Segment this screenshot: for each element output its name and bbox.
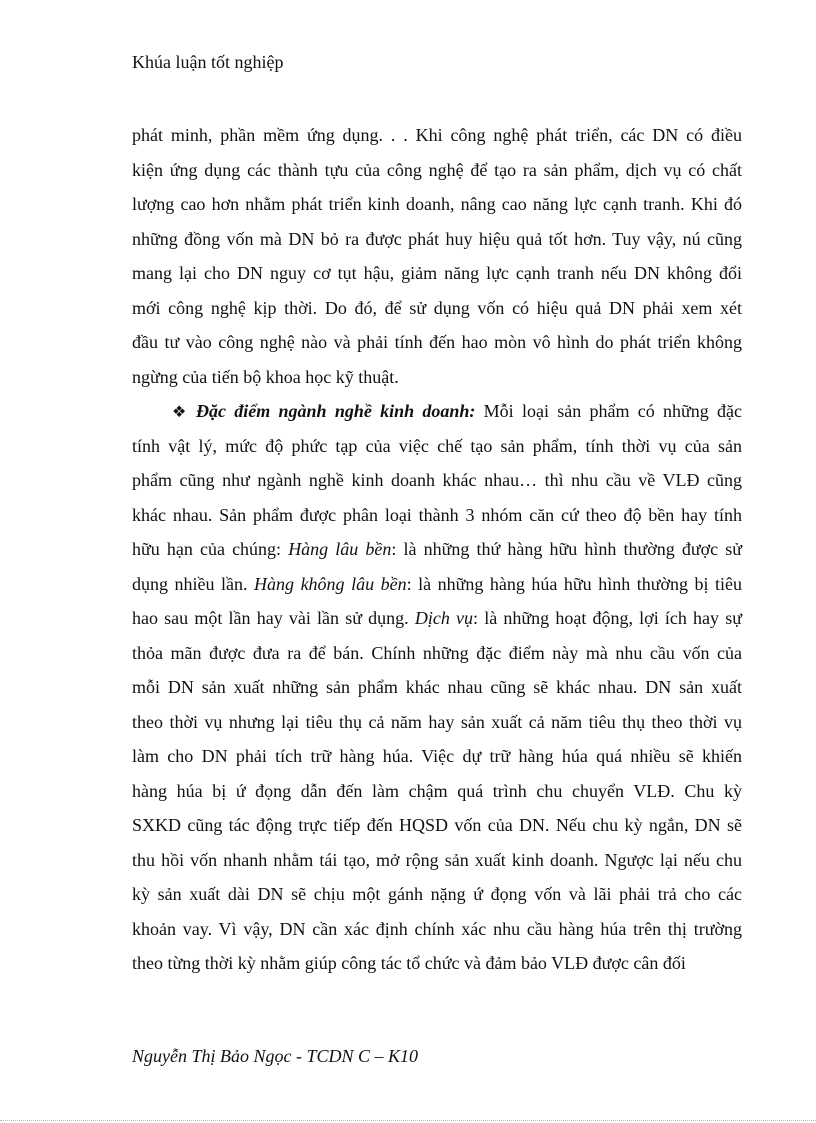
text-line: tính vật lý, mức độ phức tạp của việc chế tạo sản phẩm, tính thời vụ của sản [132,435,742,456]
text-line: kỳ sản xuất dài DN sẽ chịu một gánh nặng ứ đọng vốn và lãi phải trả cho các [132,884,742,904]
text-line: SXKD cũng tác động trực tiếp đến HQSD vốn của DN. Nếu chu kỳ ngắn, DN sẽ [132,815,742,835]
text-line [132,394,742,429]
term-services: Dịch vụ [414,608,474,628]
paragraph-business-characteristics [132,394,742,981]
text-run: hao sau một lần hay vài lần sử dụng. [132,608,415,628]
term-durable-goods: Hàng lâu bền [288,539,392,559]
text-line: hàng húa bị ứ đọng dẫn đến làm chậm quá trình chu chuyển VLĐ. Chu kỳ [132,780,742,801]
text-line: theo thời vụ nhưng lại tiêu thụ cả năm hay sản xuất cả năm tiêu thụ theo thời vụ [132,711,742,732]
diamond-bullet-icon: ❖ [172,404,187,421]
page-header: Khúa luận tốt nghiệp [132,52,284,72]
text-line [132,532,742,567]
text-run: : là những hàng húa hữu hình thường bị tiêu [406,573,743,594]
text-line: theo từng thời kỳ nhằm giúp công tác tổ chức và đảm bảo VLĐ được cân đối [132,953,686,973]
text-line: thỏa mãn được đưa ra để bán. Chính những đặc điểm này mà nhu cầu vốn của [132,642,742,663]
text-run: Mỗi loại sản phẩm có những đặc [475,401,742,421]
text-line: khác nhau. Sản phẩm được phân loại thành 3 nhóm căn cứ theo độ bền hay tính [132,504,742,525]
text-run: dụng nhiều lần. [132,573,255,594]
text-line: phát minh, phần mềm ứng dụng. . . Khi công nghệ phát triển, các DN có điều [132,125,742,145]
text-line: mới công nghệ kịp thời. Do đó, để sử dụng vốn có hiệu quả DN phải xem xét [132,297,742,318]
text-line: phẩm cũng như ngành nghề kinh doanh khác nhau… thì nhu cầu về VLĐ cũng [132,470,742,490]
term-nondurable-goods: Hàng không lâu bền [254,573,407,594]
text-line: những đồng vốn mà DN bỏ ra được phát huy hiệu quả tốt hơn. Tuy vậy, nú cũng [132,228,742,249]
text-line: mang lại cho DN nguy cơ tụt hậu, giảm năng lực cạnh tranh nếu DN không đổi [132,263,742,283]
document-body [132,118,742,981]
text-run: : là những hoạt động, lợi ích hay sự [473,608,742,628]
text-line: mỗi DN sản xuất những sản phẩm khác nhau cũng sẽ khác nhau. DN sản xuất [132,677,742,697]
text-line: khoản vay. Vì vậy, DN cần xác định chính xác nhu cầu hàng húa trên thị trường [132,918,742,939]
text-line: làm cho DN phải tích trữ hàng húa. Việc dự trữ hàng húa quá nhiều sẽ khiến [132,746,742,766]
text-line [132,567,742,602]
page-footer: Nguyễn Thị Bảo Ngọc - TCDN C – K10 [132,1046,419,1066]
text-run: : là những thứ hàng hữu hình thường được sử [391,539,742,559]
page-bottom-divider [0,1120,816,1121]
text-line: thu hồi vốn nhanh nhằm tái tạo, mở rộng sản xuất kinh doanh. Ngược lại nếu chu [132,849,742,870]
paragraph-technology [132,118,742,394]
text-line: đầu tư vào công nghệ nào và phải tính đến hao mòn vô hình do phát triển không [132,332,742,352]
text-line: kiện ứng dụng các thành tựu của công nghệ để tạo ra sản phẩm, dịch vụ có chất [132,159,742,180]
text-line: ngừng của tiến bộ khoa học kỹ thuật. [132,366,399,387]
text-run: hữu hạn của chúng: [132,539,289,559]
text-line [132,601,742,636]
text-line: lượng cao hơn nhằm phát triển kinh doanh, nâng cao năng lực cạnh tranh. Khi đó [132,194,742,214]
section-heading: Đặc điểm ngành nghề kinh doanh: [196,401,476,421]
